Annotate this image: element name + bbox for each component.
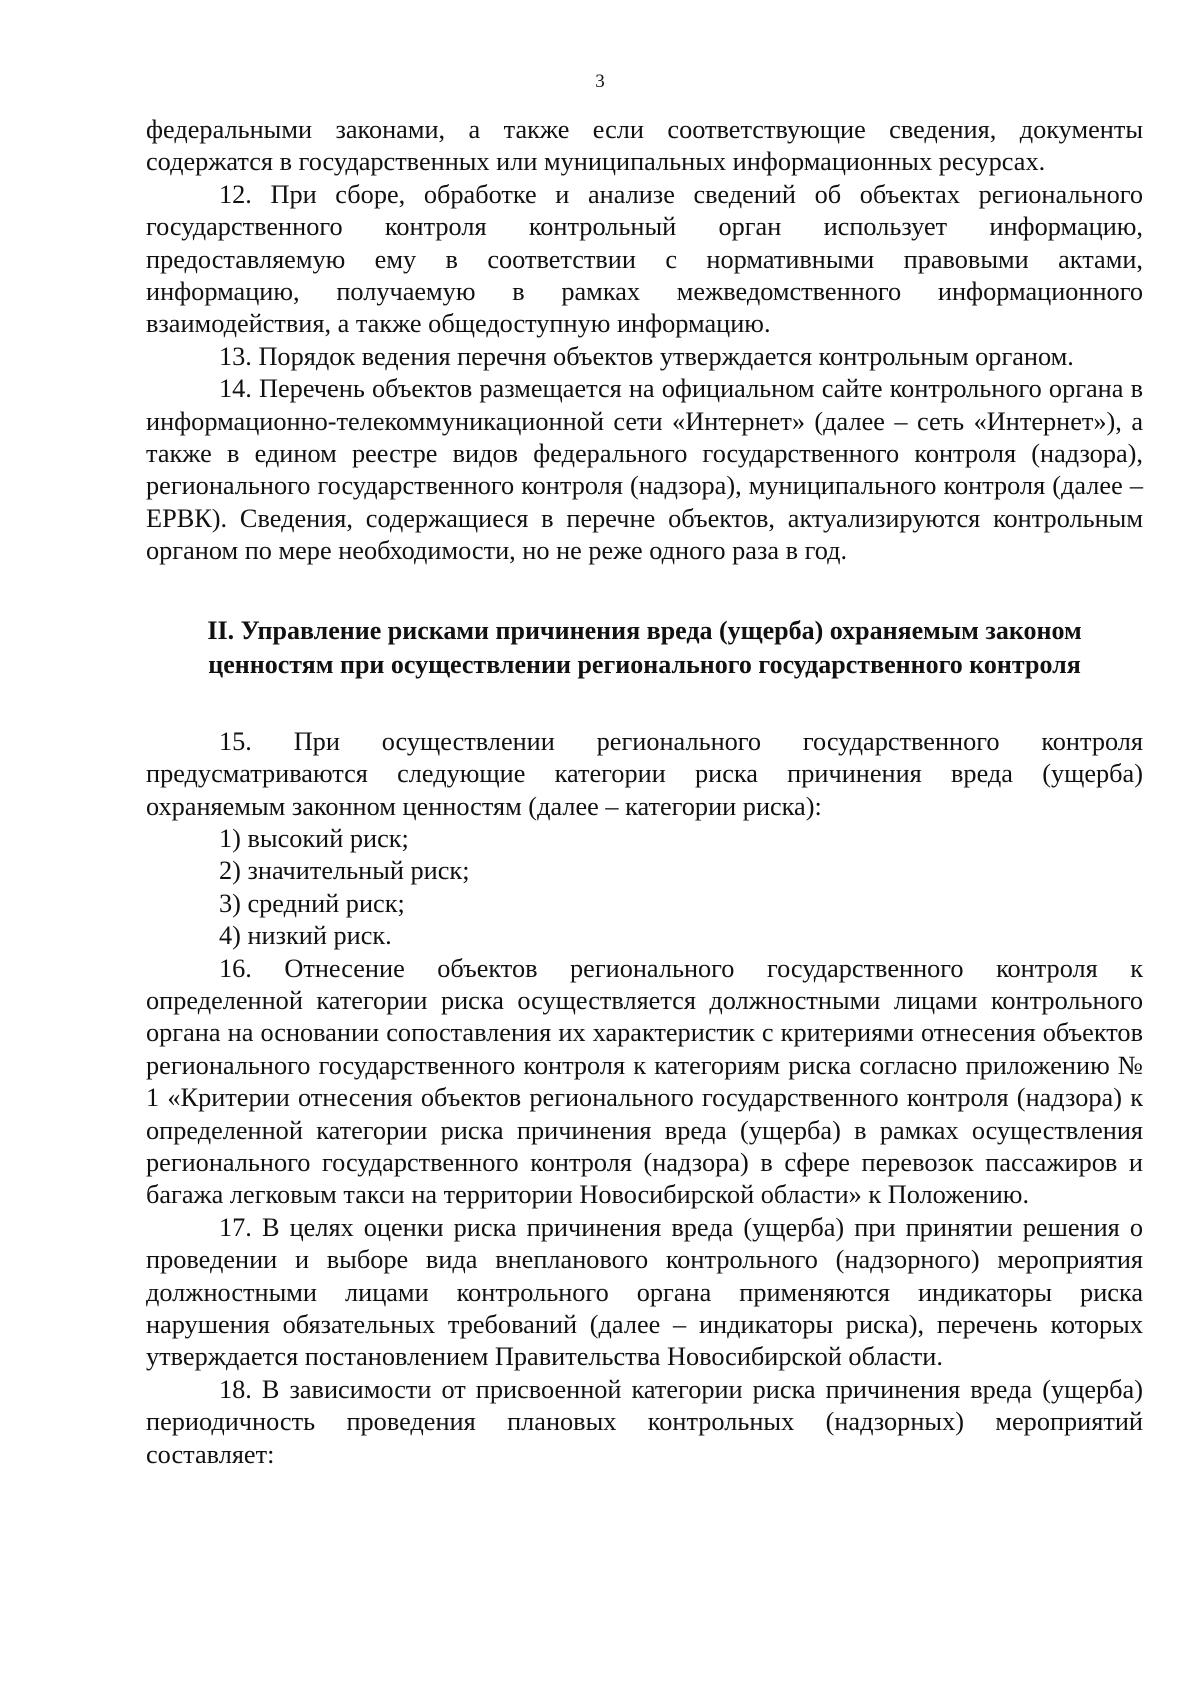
paragraph-18: 18. В зависимости от присвоенной категории риска причинения вреда (ущерба) периодичность проведения плановых контрольных (надзорных) мероприятий составляет: [146, 1374, 1143, 1469]
risk-list-item-3: 3) средний риск; [219, 888, 405, 918]
risk-list-item-1: 1) высокий риск; [219, 823, 409, 853]
risk-list-item-2: 2) значительный риск; [219, 856, 470, 886]
paragraph-15: 15. При осуществлении регионального государственного контроля предусматриваются следующие категории риска причинения вреда (ущерба) охраняемым законном ценностям (далее – категории риска): [146, 726, 1143, 821]
paragraph-14: 14. Перечень объектов размещается на официальном сайте контрольного органа в информационно-телекоммуникационной сети «Интернет» (далее – сеть «Интернет»), а также в едином реестре видов федерального государственного контроля (надзора), регионального государственного контроля (надзора), муниципального контроля (далее – ЕРВК). Сведения, содержащиеся в перечне объектов, актуализируются контрольным органом по мере необходимости, но не реже одного раза в год. [146, 374, 1143, 566]
paragraph-11-continuation: федеральными законами, а также если соответствующие сведения, документы содержатся в государственных или муниципальных информационных ресурсах. [146, 115, 1143, 177]
section-heading-line-1: II. Управление рисками причинения вреда (ущерба) охраняемым законом [207, 615, 1082, 645]
risk-list-item-4: 4) низкий риск. [219, 921, 392, 951]
paragraph-17: 17. В целях оценки риска причинения вреда (ущерба) при принятии решения о проведении и выборе вида внепланового контрольного (надзорного) мероприятия должностными лицами контрольного органа применяются индикаторы риска нарушения обязательных требований (далее – индикаторы риска), перечень которых утверждается постановлением Правительства Новосибирской области. [146, 1212, 1143, 1372]
section-heading-line-2: ценностям при осуществлении регионального государственного контроля [208, 649, 1081, 679]
paragraph-16: 16. Отнесение объектов регионального государственного контроля к определенной категории риска осуществляется должностными лицами контрольного органа на основании сопоставления их характеристик с критериями отнесения объектов регионального государственного контроля к категориям риска согласно приложению № 1 «Критерии отнесения объектов регионального государственного контроля (надзора) к определенной категории риска причинения вреда (ущерба) в рамках осуществления регионального государственного контроля (надзора) в сфере перевозок пассажиров и багажа легковым такси на территории Новосибирской области» к Положению. [146, 953, 1143, 1210]
paragraph-12: 12. При сборе, обработке и анализе сведений об объектах регионального государственного контроля контрольный орган использует информацию, предоставляемую ему в соответствии с нормативными правовыми актами, информацию, получаемую в рамках межведомственного информационного взаимодействия, а также общедоступную информацию. [146, 179, 1143, 339]
paragraph-13: 13. Порядок ведения перечня объектов утверждается контрольным органом. [219, 341, 1074, 371]
page-number: 3 [595, 71, 605, 92]
document-body [146, 114, 1143, 1471]
section-heading [146, 614, 1143, 682]
